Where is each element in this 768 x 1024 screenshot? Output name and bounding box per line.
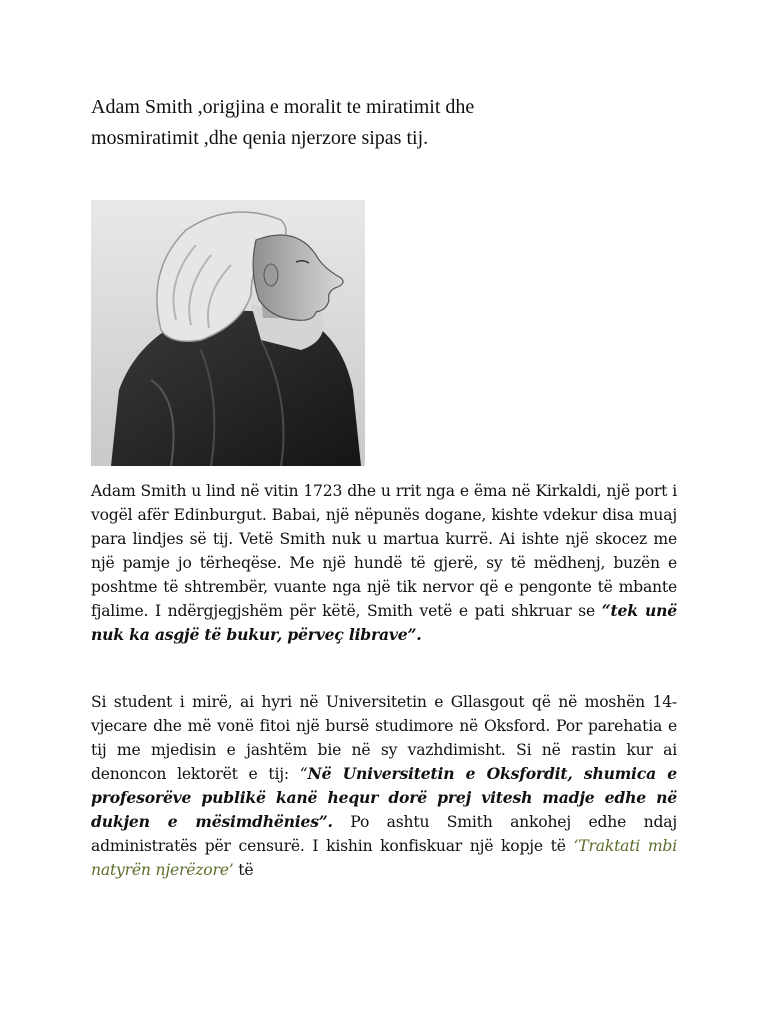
paragraph-2-quote: Në Universitetin e Oksfordit, shumica e profesorëve publikë kanë hequr dorë prej vitesh madje edhe në dukjen e mësimdhënies: [91, 764, 677, 831]
biography-paragraph-2: [91, 690, 677, 882]
paragraph-2-quote-close: ”.: [318, 812, 333, 831]
document-title: [91, 92, 651, 154]
paragraph-2-text-2: Po ashtu Smith ankohej edhe ndaj administratës për censurë. I kishin konfiskuar një kopje të: [91, 813, 677, 855]
paragraph-1-quote: “tek unë nuk ka asgjë të bukur, përveç librave”: [91, 601, 677, 644]
paragraph-2-quote-open: “: [299, 765, 308, 783]
book-title: ‘Traktati mbi natyrën njerëzore’: [91, 837, 677, 879]
paragraph-2-text-3: të: [233, 861, 254, 879]
biography-paragraph-1: [91, 479, 677, 647]
title-line-2: mosmiratimit ,dhe qenia njerzore sipas tij.: [91, 127, 429, 149]
paragraph-1-text: Adam Smith u lind në vitin 1723 dhe u rrit nga e ëma në Kirkaldi, një port i vogël afër Edinburgut. Babai, një nëpunës dogane, kishte vdekur disa muaj para lindjes së tij. Vetë Smith nuk u martua kurrë. Ai ishte një skocez me një pamje jo tërheqëse. Me një hundë të gjerë, sy të mëdhenj, buzën e poshtme të shtrembër, vuante nga një tik nervor që e pengonte të mbante fjalime. I ndërgjegjshëm për këtë, Smith vetë e pati shkruar se: [91, 482, 677, 620]
title-line-1: Adam Smith ,origjina e moralit te miratimit dhe: [91, 96, 475, 118]
paragraph-1-end: .: [416, 625, 422, 644]
adam-smith-portrait: [91, 200, 365, 466]
paragraph-2-text: Si student i mirë, ai hyri në Universitetin e Gllasgout që në moshën 14-vjecare dhe më vonë fitoi një bursë studimore në Oksford. Por parehatia e tij me mjedisin e jashtëm bie në sy vazhdimisht. Si në rastin kur ai denoncon lektorët e tij:: [91, 693, 677, 783]
